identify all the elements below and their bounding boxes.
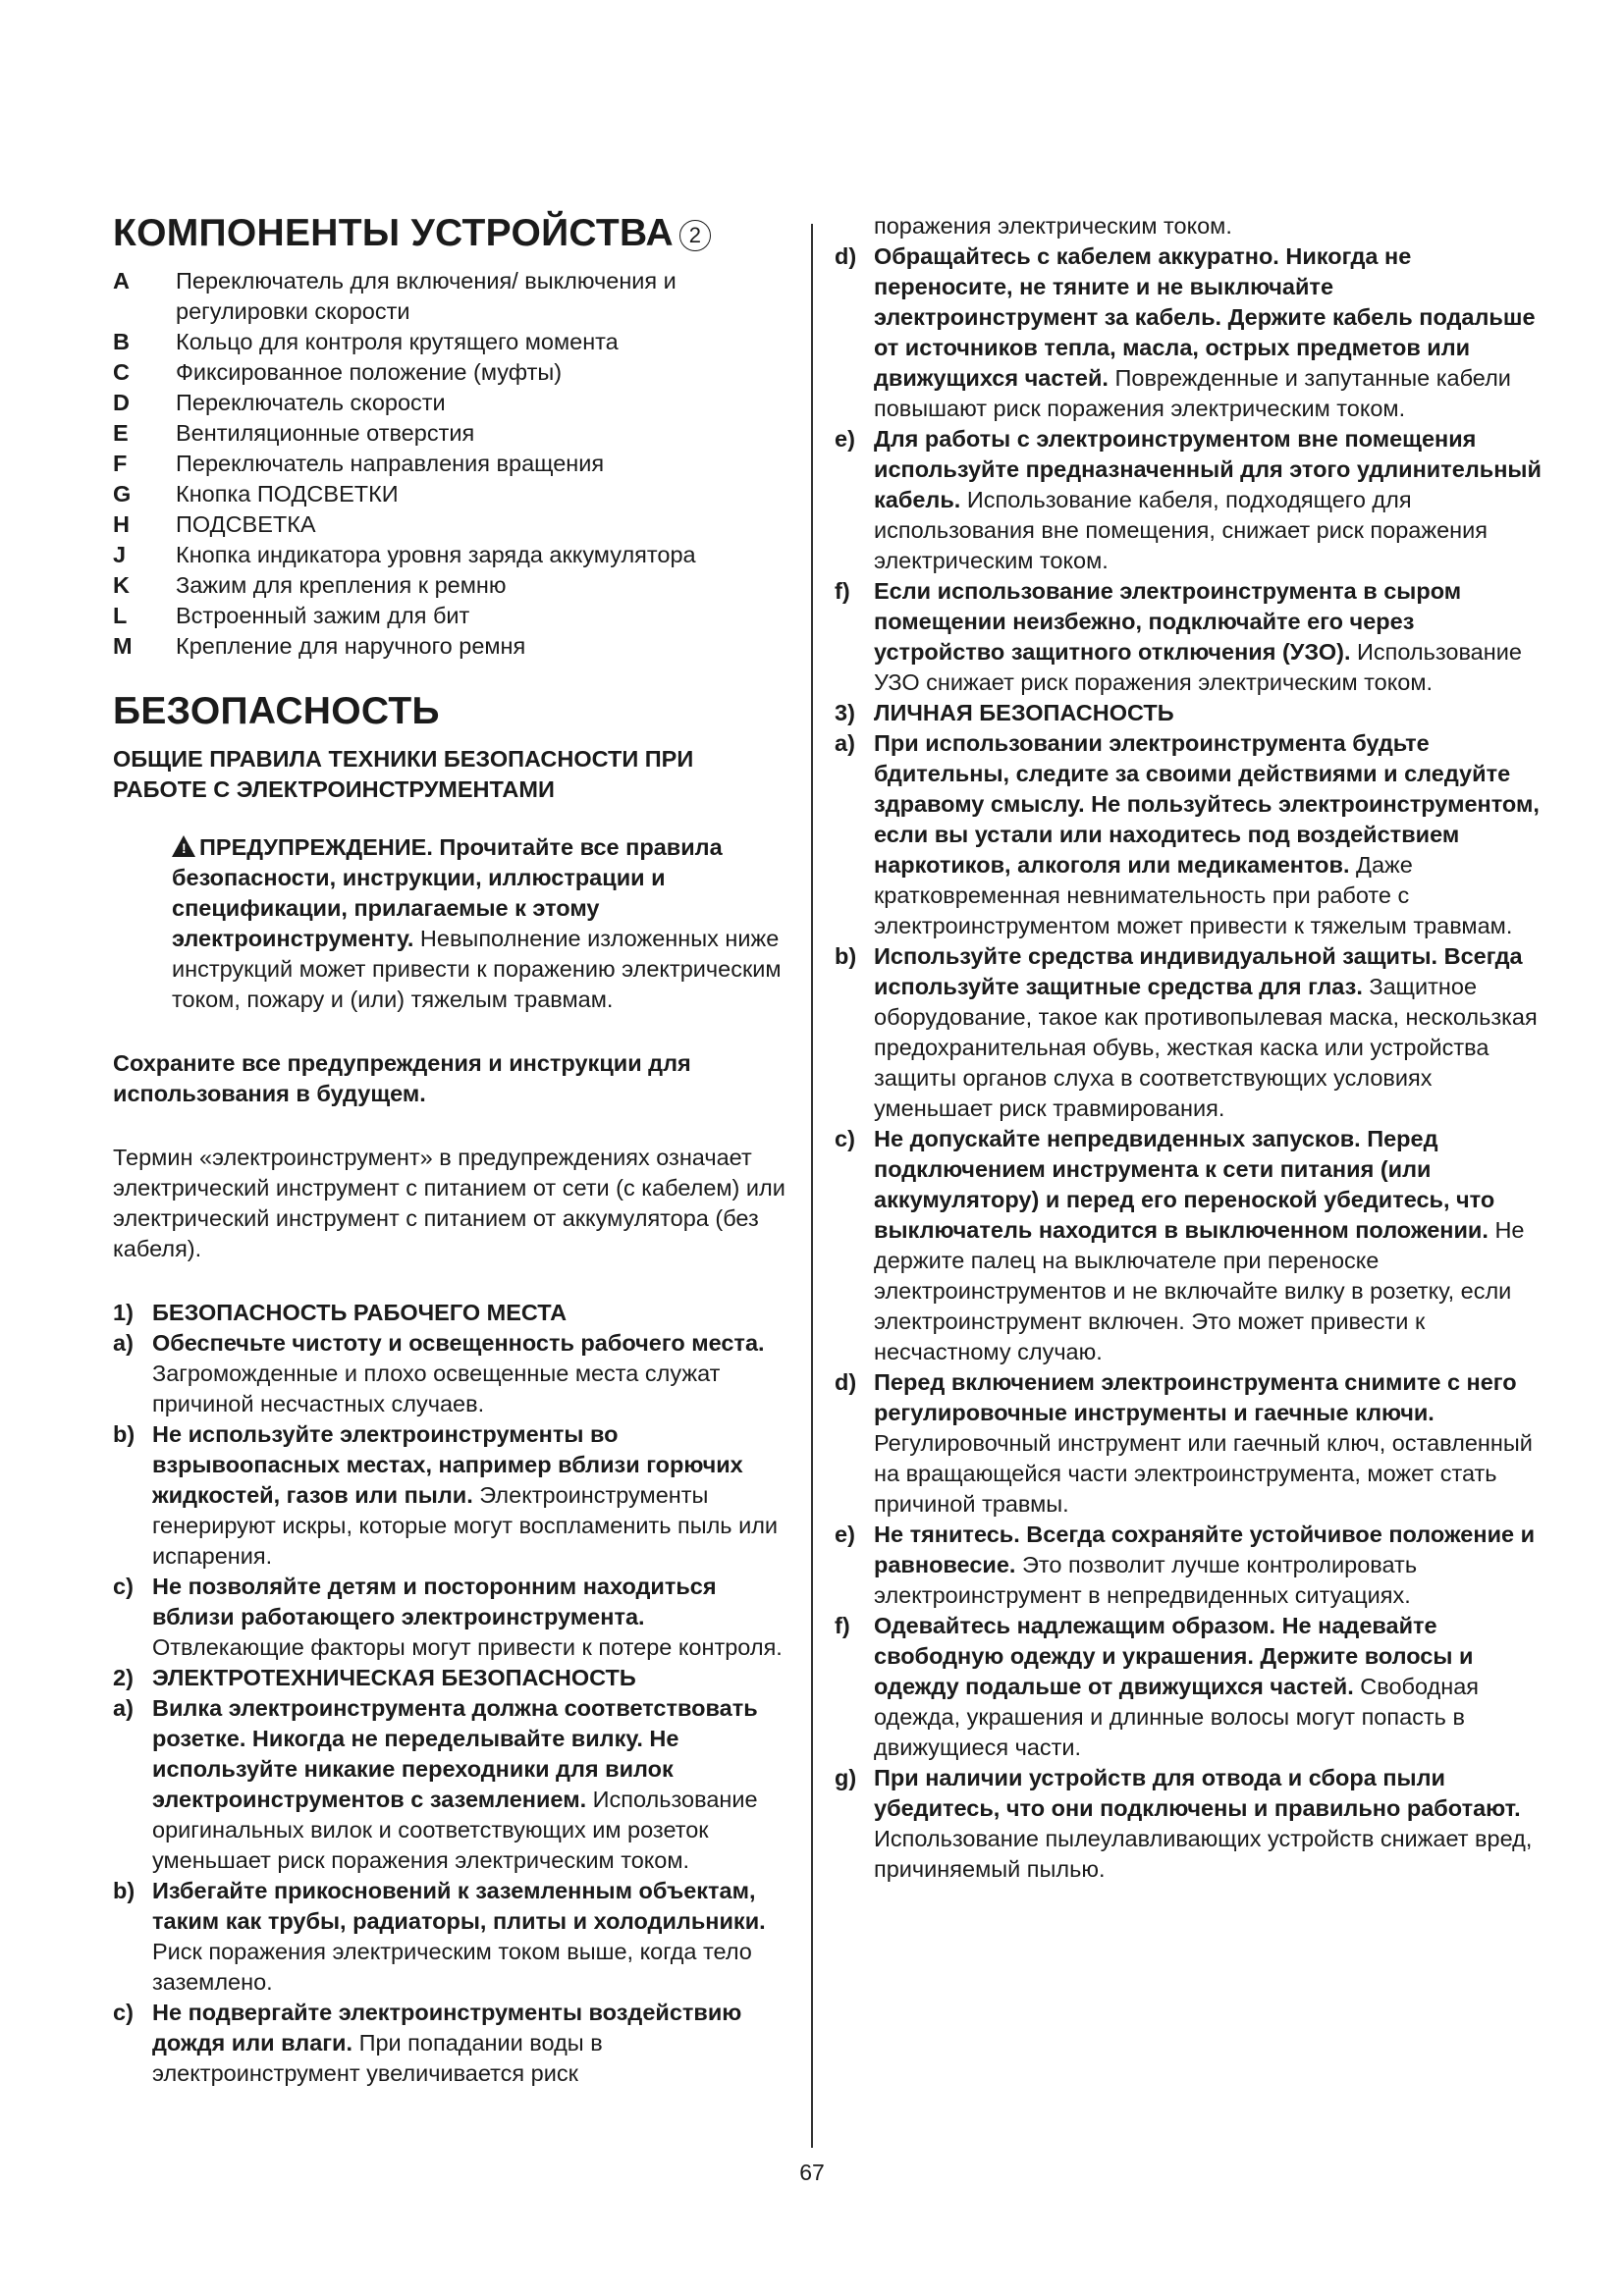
component-item — [113, 357, 790, 388]
section-title: БЕЗОПАСНОСТЬ РАБОЧЕГО МЕСТА — [152, 1300, 568, 1325]
component-key: A — [113, 268, 130, 294]
rule-item — [113, 1693, 790, 1876]
rule-key: g) — [835, 1765, 857, 1790]
component-label: Переключатель скорости — [176, 390, 446, 415]
component-label: Вентиляционные отверстия — [176, 420, 475, 446]
rule-text: Не позволяйте детям и посторонним находиться вблизи работающего электроинструмента. Отвлекающие факторы могут привести к потере контроля. — [152, 1574, 783, 1660]
component-label: Переключатель для включения/ выключения и регулировки скорости — [176, 268, 677, 324]
component-key: L — [113, 603, 128, 628]
figure-ref-badge: 2 — [679, 220, 711, 251]
component-item — [113, 509, 790, 540]
rule-key: a) — [113, 1330, 134, 1356]
component-label: Кольцо для контроля крутящего момента — [176, 329, 619, 354]
rule-key: b) — [113, 1878, 135, 1903]
component-item — [113, 266, 790, 327]
component-label: Зажим для крепления к ремню — [176, 572, 507, 598]
column-divider — [811, 224, 813, 2148]
component-key: H — [113, 511, 130, 537]
rule-key: f) — [835, 578, 850, 604]
component-item — [113, 388, 790, 418]
term-note: Термин «электроинструмент» в предупреждениях означает электрический инструмент с питанием от сети (с кабелем) или электрический инструмент с питанием от аккумулятора (без кабеля). — [113, 1145, 785, 1261]
rule-key: c) — [835, 1126, 855, 1151]
section-heading — [113, 1298, 790, 1328]
rule-key: c) — [113, 2000, 134, 2025]
component-label: Кнопка индикатора уровня заряда аккумулятора — [176, 542, 696, 567]
rule-key: b) — [113, 1421, 135, 1447]
warning-paragraph: ! ПРЕДУПРЕЖДЕНИЕ. Прочитайте все правила безопасности, инструкции, иллюстрации и спецификации, прилагаемые к этому электроинструменту. Невыполнение изложенных ниже инструкций может привести к поражению электрическим током, пожару и (или) тяжелым травмам. — [172, 834, 782, 1012]
component-item — [113, 570, 790, 601]
section-title: ЭЛЕКТРОТЕХНИЧЕСКАЯ БЕЗОПАСНОСТЬ — [152, 1665, 636, 1690]
warning-icon: ! — [172, 835, 195, 857]
rule-key: d) — [835, 1369, 857, 1395]
rule-key: a) — [113, 1695, 134, 1721]
rule-text: Вилка электроинструмента должна соответствовать розетке. Никогда не переделывайте вилку. Не используйте никакие переходники для вилок электроинструментов с заземлением. Использование оригинальных вилок и соответствующих им розеток уменьшает риск поражения электрическим током. — [152, 1695, 758, 1873]
rule-item — [113, 1328, 790, 1419]
component-key: F — [113, 451, 128, 476]
left-column — [113, 211, 790, 2089]
right-column — [835, 211, 1542, 1885]
rule-text: Избегайте прикосновений к заземленным объектам, таким как трубы, радиаторы, плиты и холодильники. Риск поражения электрическим током выше, когда тело заземлено. — [152, 1878, 766, 1995]
rule-key: e) — [835, 1522, 855, 1547]
rule-item — [113, 1419, 790, 1572]
rule-text: Не допускайте непредвиденных запусков. Перед подключением инструмента к сети питания (или аккумулятору) и перед его переноской убедитесь, что выключатель находится в выключенном положении. Не держите палец на выключателе при переноске электроинструментов и не включайте вилку в розетку, если электроинструмент включен. Это может привести к несчастному случаю. — [874, 1126, 1525, 1364]
continued-text: поражения электрическим током. — [874, 213, 1232, 239]
component-item — [113, 418, 790, 449]
component-key: G — [113, 481, 132, 507]
component-item — [113, 601, 790, 631]
rule-text: Не подвергайте электроинструменты воздействию дождя или влаги. При попадании воды в электроинструмент увеличивается риск — [152, 2000, 742, 2086]
rule-text: Обращайтесь с кабелем аккуратно. Никогда не переносите, не тяните и не выключайте электроинструмент за кабель. Держите кабель подальше от источников тепла, масла, острых предметов или движущихся частей. Поврежденные и запутанные кабели повышают риск поражения электрическим током. — [874, 243, 1536, 421]
rule-text: Не тянитесь. Всегда сохраняйте устойчивое положение и равновесие. Это позволит лучше контролировать электроинструмент в непредвиденных ситуациях. — [874, 1522, 1536, 1608]
component-label: ПОДСВЕТКА — [176, 511, 316, 537]
component-item — [113, 327, 790, 357]
section-heading — [835, 698, 1542, 728]
safety-heading: БЕЗОПАСНОСТЬ — [113, 690, 440, 732]
rule-text: Одевайтесь надлежащим образом. Не надевайте свободную одежду и украшения. Держите волосы и одежду подальше от движущихся частей. Свободная одежда, украшения и длинные волосы могут попасть в движущиеся части. — [874, 1613, 1480, 1760]
component-label: Фиксированное положение (муфты) — [176, 359, 563, 385]
section-heading — [113, 1663, 790, 1693]
rule-text: Не используйте электроинструменты во взрывоопасных местах, например вблизи горючих жидкостей, газов или пыли. Электроинструменты генерируют искры, которые могут воспламенить пыль или испарения. — [152, 1421, 779, 1569]
rule-text: Для работы с электроинструментом вне помещения используйте предназначенный для этого удлинительный кабель. Использование кабеля, подходящего для использования вне помещения, снижает риск поражения электрическим током. — [874, 426, 1542, 573]
rule-item — [835, 1367, 1542, 1520]
rule-item — [113, 1998, 790, 2089]
rule-text: Используйте средства индивидуальной защиты. Всегда используйте защитные средства для глаз. Защитное оборудование, такое как противопылевая маска, нескользкая предохранительная обувь, жесткая каска или устройства защиты органов слуха в соответствующих условиях уменьшает риск травмирования. — [874, 943, 1538, 1121]
rule-text: При использовании электроинструмента будьте бдительны, следите за своими действиями и следуйте здравому смыслу. Не пользуйтесь электроинструментом, если вы устали или находитесь под воздействием наркотиков, алкоголя или медикаментов. Даже кратковременная невнимательность при работе с электроинструментом может привести к тяжелым травмам. — [874, 730, 1540, 938]
save-note: Сохраните все предупреждения и инструкции для использования в будущем. — [113, 1050, 691, 1106]
components-list — [113, 266, 790, 662]
components-heading: КОМПОНЕНТЫ УСТРОЙСТВА 2 — [113, 211, 790, 256]
rule-item — [835, 728, 1542, 941]
component-key: C — [113, 359, 130, 385]
rule-item — [835, 1520, 1542, 1611]
component-item — [113, 631, 790, 662]
rule-key: a) — [835, 730, 855, 756]
rule-item — [835, 1763, 1542, 1885]
rule-text: Если использование электроинструмента в сыром помещении неизбежно, подключайте его через устройство защитного отключения (УЗО). Использование УЗО снижает риск поражения электрическим током. — [874, 578, 1522, 695]
section-number: 1) — [113, 1300, 134, 1325]
component-item — [113, 449, 790, 479]
component-label: Переключатель направления вращения — [176, 451, 605, 476]
component-item — [113, 479, 790, 509]
rule-key: c) — [113, 1574, 134, 1599]
rule-item — [835, 576, 1542, 698]
section-title: ЛИЧНАЯ БЕЗОПАСНОСТЬ — [874, 700, 1174, 725]
rule-key: e) — [835, 426, 855, 452]
sections-right — [835, 241, 1542, 1885]
component-label: Кнопка ПОДСВЕТКИ — [176, 481, 399, 507]
rule-item — [113, 1572, 790, 1663]
rule-key: f) — [835, 1613, 850, 1638]
rule-text: При наличии устройств для отвода и сбора пыли убедитесь, что они подключены и правильно работают. Использование пылеулавливающих устройств снижает вред, причиняемый пылью. — [874, 1765, 1533, 1882]
rule-item — [113, 1876, 790, 1998]
rule-text: Перед включением электроинструмента снимите с него регулировочные инструменты и гаечные ключи. Регулировочный инструмент или гаечный ключ, оставленный на вращающейся части электроинструмента, может стать причиной травмы. — [874, 1369, 1533, 1517]
rule-item — [835, 941, 1542, 1124]
page-number: 67 — [799, 2160, 825, 2185]
rule-item — [835, 241, 1542, 424]
component-item — [113, 540, 790, 570]
rule-text: Обеспечьте чистоту и освещенность рабочего места. Загроможденные и плохо освещенные места служат причиной несчастных случаев. — [152, 1330, 765, 1416]
rule-item — [835, 424, 1542, 576]
rule-item — [835, 1611, 1542, 1763]
component-label: Встроенный зажим для бит — [176, 603, 470, 628]
section-number: 3) — [835, 700, 855, 725]
component-key: M — [113, 633, 133, 659]
component-key: K — [113, 572, 130, 598]
component-label: Крепление для наручного ремня — [176, 633, 526, 659]
rule-item — [835, 1124, 1542, 1367]
component-key: D — [113, 390, 130, 415]
rule-key: d) — [835, 243, 857, 269]
component-key: E — [113, 420, 129, 446]
sections-left — [113, 1298, 790, 2089]
section-number: 2) — [113, 1665, 134, 1690]
component-key: J — [113, 542, 127, 567]
safety-subtitle: ОБЩИЕ ПРАВИЛА ТЕХНИКИ БЕЗОПАСНОСТИ ПРИ РАБОТЕ С ЭЛЕКТРОИНСТРУМЕНТАМИ — [113, 746, 694, 802]
component-key: B — [113, 329, 130, 354]
rule-key: b) — [835, 943, 857, 969]
